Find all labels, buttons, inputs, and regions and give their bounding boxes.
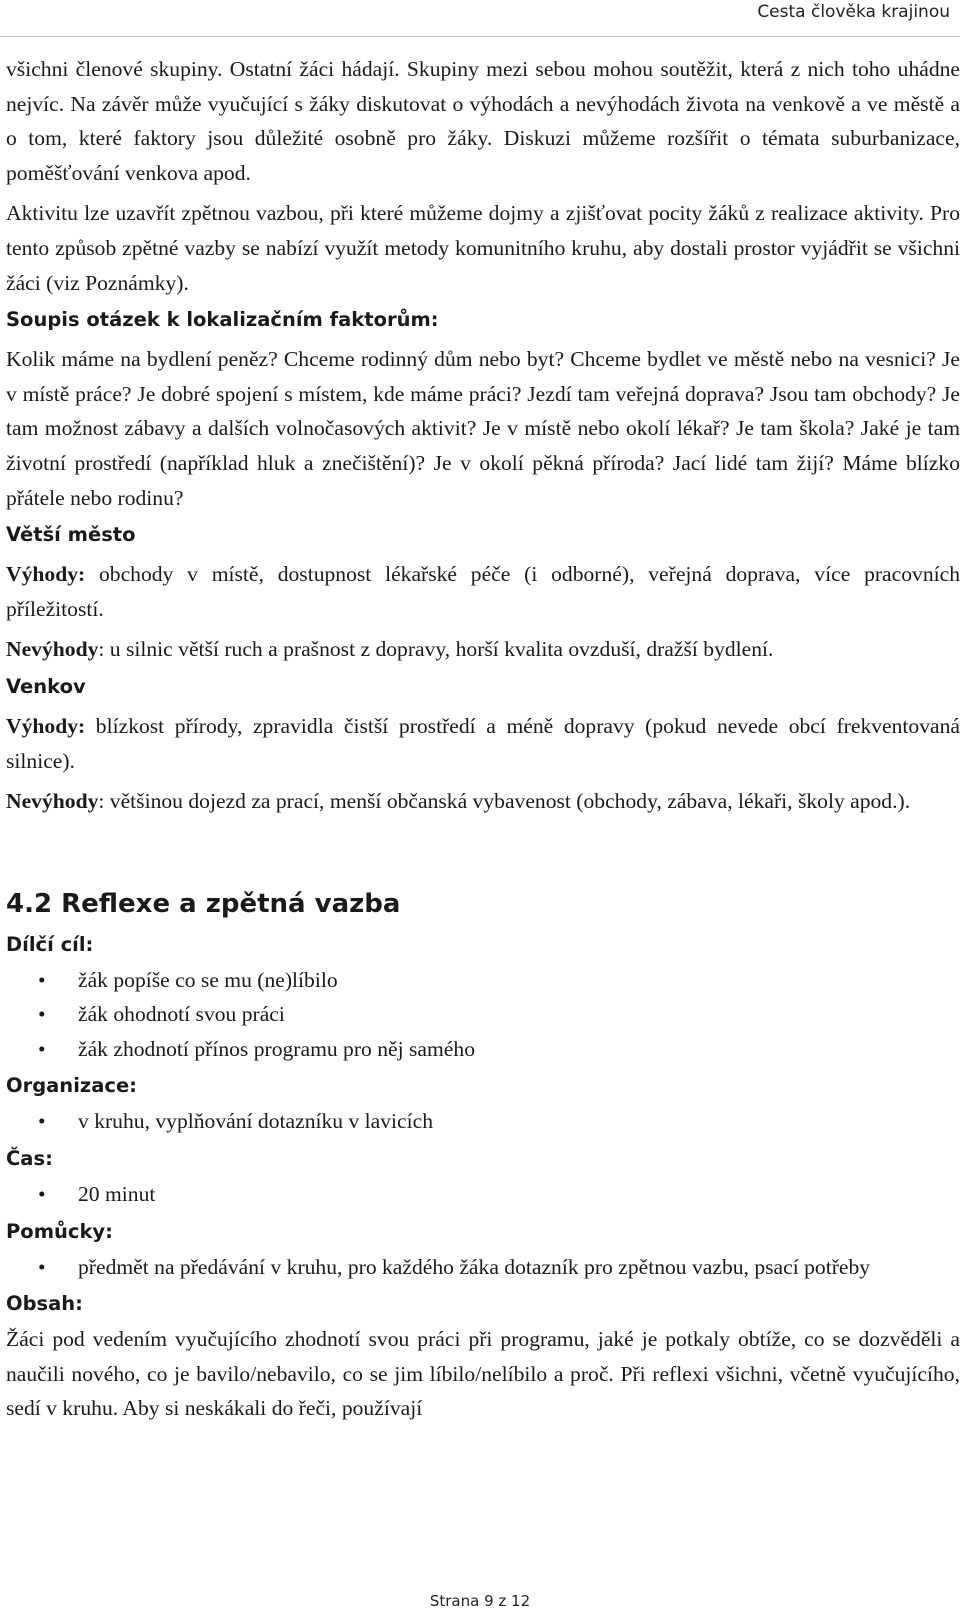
tools-label: Pomůcky:	[6, 1219, 113, 1243]
city-pros	[6, 557, 960, 626]
organization-list	[6, 1104, 960, 1139]
countryside-pros-text: blízkost přírody, zpravidla čistší prostředí a méně dopravy (pokud nevede obcí frekventovaná silnice).	[6, 713, 960, 773]
tools-list	[6, 1250, 960, 1285]
bullet-icon: •	[38, 1254, 46, 1279]
questions-heading: Soupis otázek k lokalizačním faktorům:	[6, 308, 439, 332]
page-content	[6, 52, 960, 1426]
page-number: Strana 9 z 12	[429, 1592, 531, 1610]
countryside-pros-label: Výhody:	[6, 713, 86, 738]
city-cons-text: : u silnic větší ruch a prašnost z dopravy, horší kvalita ovzduší, dražší bydlení.	[98, 637, 774, 662]
list-item: • žák zhodnotí přínos programu pro něj samého	[6, 1032, 960, 1067]
countryside-cons-text: : většinou dojezd za prací, menší občanská vybavenost (obchody, zábava, lékaři, školy apod.).	[98, 789, 911, 814]
bullet-icon: •	[38, 1002, 46, 1027]
list-item: • v kruhu, vyplňování dotazníku v lavicích	[6, 1104, 960, 1139]
list-item: • 20 minut	[6, 1177, 960, 1212]
countryside-cons	[6, 784, 960, 819]
goal-label: Dílčí cíl:	[6, 932, 94, 956]
list-item: • předmět na předávání v kruhu, pro každého žáka dotazník pro zpětnou vazbu, psací potřeby	[6, 1250, 960, 1285]
header-rule	[0, 36, 960, 37]
list-item: • žák ohodnotí svou práci	[6, 997, 960, 1032]
bullet-icon: •	[38, 1182, 46, 1207]
questions-text: Kolik máme na bydlení peněz? Chceme rodinný dům nebo byt? Chceme bydlet ve městě nebo na vesnici? Je v místě práce? Je dobré spojení s místem, kde máme práci? Jezdí tam veřejná doprava? Jsou tam obchody? Je tam možnost zábavy a dalších volnočasových aktivit? Je v místě nebo okolí lékař? Je tam škola? Jaké je tam životní prostředí (například hluk a znečištění)? Je v okolí pěkná příroda? Jací lidé tam žijí? Máme blízko přátele nebo rodinu?	[6, 347, 960, 510]
content-text: Žáci pod vedením vyučujícího zhodnotí svou práci při programu, jaké je potkaly obtíže, co se dozvěděli a naučili nového, co je bavilo/nebavilo, co se jim líbilo/nelíbilo a proč. Při reflexi všichni, včetně vyučujícího, sedí v kruhu. Aby si neskákali do řeči, používají	[6, 1327, 960, 1421]
content-label: Obsah:	[6, 1292, 83, 1316]
countryside-cons-label: Nevýhody	[6, 789, 99, 814]
city-cons-label: Nevýhody	[6, 637, 99, 662]
goal-list	[6, 963, 960, 1067]
bullet-icon: •	[38, 967, 46, 992]
bullet-icon: •	[38, 1036, 46, 1061]
city-heading: Větší město	[6, 523, 136, 547]
city-pros-text: obchody v místě, dostupnost lékařské péče (i odborné), veřejná doprava, více pracovních příležitostí.	[6, 562, 960, 621]
intro-paragraph-2: Aktivitu lze uzavřít zpětnou vazbou, při které můžeme dojmy a zjišťovat pocity žáků z realizace aktivity. Pro tento způsob zpětné vazby se nabízí využít metody komunitního kruhu, aby dostali prostor vyjádřit se všichni žáci (viz Poznámky).	[6, 201, 960, 295]
intro-paragraph-1: všichni členové skupiny. Ostatní žáci hádají. Skupiny mezi sebou mohou soutěžit, která z nich toho uhádne nejvíc. Na závěr může vyučující s žáky diskutovat o výhodách a nevýhodách života na venkově a ve městě a o tom, které faktory jsou důležité osobně pro žáky. Diskuzi můžeme rozšířit o témata suburbanizace, poměšťování venkova apod.	[6, 57, 960, 185]
city-pros-label: Výhody:	[6, 562, 86, 587]
countryside-pros	[6, 709, 960, 778]
section-title: 4.2 Reflexe a zpětná vazba	[6, 888, 401, 919]
running-header: Cesta člověka krajinou	[757, 2, 950, 22]
organization-label: Organizace:	[6, 1074, 137, 1098]
bullet-icon: •	[38, 1109, 46, 1134]
city-cons	[6, 632, 960, 667]
time-list	[6, 1177, 960, 1212]
time-label: Čas:	[6, 1147, 53, 1171]
countryside-heading: Venkov	[6, 674, 86, 698]
list-item: • žák popíše co se mu (ne)líbilo	[6, 963, 960, 998]
